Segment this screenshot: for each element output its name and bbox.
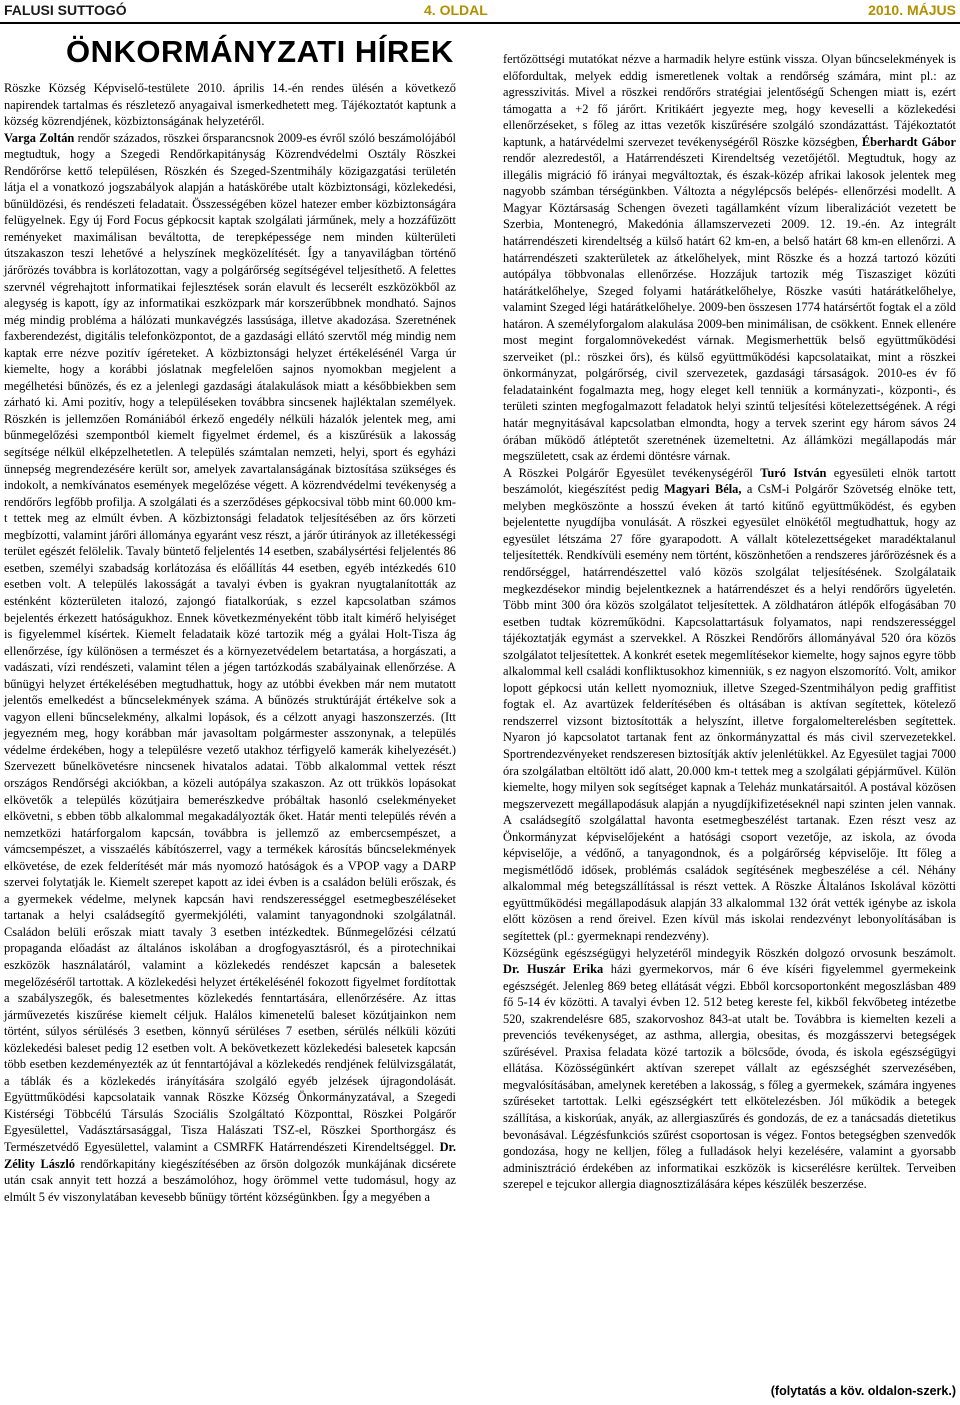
police-report-paragraph bbox=[4, 130, 456, 1206]
right-column bbox=[503, 51, 956, 1193]
intro-text: Röszke Község Képviselő-testülete 2010. április 14.-én rendes ülésén a következő napirendek tartalmas és részletező anyagaival ismerkedhetett meg. Tájékoztatót kaptunk a község közrendjének, közbiztonságának helyzetéről. bbox=[4, 81, 456, 129]
issue-date: 2010. MÁJUS bbox=[868, 2, 956, 18]
publication-name: FALUSI SUTTOGÓ bbox=[4, 2, 127, 18]
name-zelity: Dr. Zélity László bbox=[4, 1140, 456, 1171]
page-number: 4. OLDAL bbox=[424, 2, 488, 18]
section-title: ÖNKORMÁNYZATI HÍREK bbox=[66, 34, 454, 69]
name-magyari: Magyari Béla, bbox=[664, 482, 742, 497]
health-paragraph bbox=[503, 945, 956, 1193]
left-column bbox=[4, 80, 456, 1205]
header-rule bbox=[0, 22, 960, 24]
health-text-2: házi gyermekorvos, már 6 éve kíséri figyelemmel gyermekeink egészségét. Jelenleg 869 beteg ellátását végzi. Ebből korcsoportonként megoszlásban 489 fő 5-14 év közötti. A tavalyi évben 12. 512 beteg kereste fel, kikből fekvőbeteg intézetbe 520, szakrendelésre 685, szakorvoshoz 843-at utalt be. Továbbra is kiemelten kezeli a prevenciós tevékenységet, az asthma, allergia, obesitas, és mozgásszervi betegségek szűrésével. Praxisa feladata közé tartozik a bölcsőde, óvoda, és iskola egészségügyi ellátása. Közösségünkért aktívan szerepet vállalt az egészséghét szervezésében, megvalósításában, amelynek keretében a lakosság, s főleg a gyermekek, számára ingyenes szűréseket tartottak. Lelki egészségkért tett elkötelezésben. Jól működik a betegek szállítása, a kiskorúak, anyák, az allergiaszűrés és gondozás, de ez a tanácsadás dietetikus bevonásával. Légzésfunkciós szűrést csoportosan is végez. Fontos betegségben szenvedők gondozása, hogy ne kelljen, főleg a fulladások helyi kezelésére, valamint a gyorsabb adminisztráció érdekében az informatikai eszközök is kicserélésre kerültek. Terveiben szerepel e tejcukor allergia diagnosztizálására képes készülék beszerzése. bbox=[503, 962, 956, 1192]
continuation-note: (folytatás a köv. oldalon-szerk.) bbox=[770, 1384, 956, 1398]
police-report-text-2: rendőrkapitány kiegészítésében az őrsön dolgozók munkájának dicsérete után csak annyit tett hozzá a beszámolóhoz, hogy örömmel vette tudomásul, hogy az elmúlt 5 év viszonylatában kevesebb bűnügy történt községünkben. Így a megyében a bbox=[4, 1156, 456, 1204]
page-header bbox=[0, 0, 960, 22]
civil-guard-paragraph bbox=[503, 465, 956, 945]
name-eberhardt: Éberhardt Gábor bbox=[861, 134, 956, 149]
health-text-1: Községünk egészségügyi helyzetéről mindegyik Röszkén dolgozó orvosunk beszámolt. bbox=[503, 945, 956, 960]
name-turo: Turó István bbox=[760, 465, 827, 480]
border-text-1: fertőzöttségi mutatókat nézve a harmadik helyre estünk vissza. Olyan bűncselekmények is előfordultak, melyek eddig ismeretlenek voltak a rendőrség számára, mint pl.: az agresszivitás. Mivel a röszkei rendőrőrs stratégiai jelentőségű Schengen miatt is, ezért támogatta a +2 fő járőrt. Kritikáért jegyezte meg, hogy keveselli a közlekedési ellenőrzéseket, s főleg az ittas vezetők kiszűrésére szolgáló szondázattást. Tájékoztatót kaptunk, a határvédelmi szervezet tevékenységéről Röszke községben, bbox=[503, 52, 956, 149]
border-text-2: rendőr alezredestől, a Határrendészeti Kirendeltség vezetőjétől. Megtudtuk, hogy az illegális migráció fő irányai megváltoztak, és észak-közép afrikai lakosok jelentek meg nagyobb számban térségünkben. Változta a négylépcsős belépés- ellenőrzési modellt. A Magyar Köztársaság Schengen övezeti tagállamként vízum liberalizációt vezetett be Szerbia, Montenegró, Makedónia államszervezeti 2009. 12. 19.-én. Az integrált határrendészeti kirendeltség a külső határt 62 km-en, a belső határt 68 km-en ellenőrzi. A határrendészeti szakterületek az átkelőhelyek, mint Röszke és a hozzá tartozó közúti autópálya többvonalas ellenőrzése. Hozzájuk tartozik még Tiszasziget közúti határátkelőhelye, Szeged folyami határátkelőhelye, Röszke vasúti határátkelőhelye, valamint Szeged légi határátkelőhelye. 2009-ben összesen 1774 határsértőt fogtak el a zöld határon. A személyforgalom alakulása 2009-ben minimálisan, de csökkent. Ennek ellenére most megint forgalomnövekedést várnak. Megismerhettük belső együttműködési szerveiket (pl.: röszkei őrs), és külső együttműködési kapcsolataikat, mint a röszkei önkormányzat, polgárőrség, civil szervezetek, gazdasági társaságok. 2010-es év fő feladatainként fogalmazta meg, hogy eleget kell tenniük a kormányzati-, központi-, és területi szinten megfogalmazott feladatok helyi szintű teljesítési kötelezettségének. A régi határ megnyitásával kapcsolatban elmondta, hogy a tervek szerint egy három sávos 24 órában működő átléptetőt szeretnének üzemeltetni. Az állámközi megállapodás már megszületett, csak az érdemi döntésre várnak. bbox=[503, 151, 956, 464]
border-paragraph bbox=[503, 51, 956, 465]
name-huszar: Dr. Huszár Erika bbox=[503, 962, 604, 977]
intro-paragraph bbox=[4, 80, 456, 130]
police-report-text: rendőr százados, röszkei őrsparancsnok 2009-es évről szóló beszámolójából megtudtuk, hogy a Szegedi Rendőrkapitányság Közrendvédelmi Osztály Röszkei Rendőrőrse kettő településen, Röszkén és Szeged-Szentmihály közigazgatási területén látja el a vonatkozó jogszabályok alapján a hatáskörébe utalt közbiztonsági, közlekedési, bűnüldözési, és rendészeti feladatait. Összességében közel hatezer ember közbiztonságára felügyelnek. Egy új Ford Focus gépkocsit kaptak szolgálati járműnek, mely a hozzáfűzött reményeket maximálisan beváltotta, de terepképessége nem minden külterületi útszakaszon teszi lehetővé a helyszínek megközelítését. Így a tanyavilágban történő járőrözés továbbra is korlátozottan, vagy a polgárőrség segítségével teljesíthető. A felettes szervnél végrehajtott informatikai fejlesztések során elavult és lecserélt eszközökből az alegység is kapott, így az informatikai eszközpark már korszerűbbnek mondható. Sajnos még mindig probléma a hálózati munkavégzés lassúsága, illetve akadozása. Szeretnének faxberendezést, digitális telefonközpontot, de a gazdasági ellátó szervtől még mindig nem kaptak erre nézve pozitív ígéreteket. A közbiztonsági helyzet értékelésénél Varga úr kiemelte, hogy a korábbi jóslatnak megfelelően sajnos nyomokban megjelent a megélhetési bűnözés, és ez a jelenlegi gazdasági átalakulások miatt a későbbiekben sem zárható ki. Ami pozitív, hogy a településeken továbbra sincsenek hajléktalan személyek. Röszkén is jellemzően Romániából érkező engedély nélküli házalók jelentek meg, ami bűnmegelőzési szempontból kiemelt figyelmet érdemel, és a kiszűrésük a lakosság segítsége nélkül elképzelhetetlen. A település számtalan nemzeti, helyi, sport és egyházi ünnepség megrendezésére került sor, amelyek zavartalanságának biztosítása szükséges és indokolt, a nemkívánatos események megelőzése végett. A közrendvédelmi tevékenység a rendőrőrs legfőbb profilja. A szolgálati és a szerződéses gépkocsival több mint 60.000 km-t tettek meg az elmúlt évben. A közbiztonsági feladatok teljesítésében az őrs körzeti megbízotti, valamint járőri állománya egyaránt vesz részt, a járőr útirányok az illetékességi terület egészét felölelik. Tavaly büntető feljelentés 14 esetben, szabálysértési feljelentés 86 esetben, személyi szabadság korlátozása és előállítás 44 esetben, egyéb intézkedés 610 esetben volt. A település lakosságát a tavalyi évben is gyakran nyugtalanították az esténként közterületen italozó, zajongó fiatalkorúak, s ezzel kapcsolatban számos bejelentés érkezett hatóságukhoz. Ennek következményeként több italt kimérő helyiséget is figyelemmel kísértek. Kiemelt feladataik közé tartozik még a gyálai Holt-Tisza ág ellenőrzése, így különösen a természet és a környezetvédelem betartatása, a horgászati, a vadászati, vízi rendészeti, valamint télen a jégen tartózkodás szabályainak ellenőrzése. A bűnügyi helyzet értékelésében megtudhattuk, hogy az utóbbi években már nem mutatott jelentős emelkedést a bűncselekmények száma. A bűnözés struktúráját értékelve sok a vagyon elleni bűncselekmény, alkalmi lopások, és a célzott anyagi haszonszerzés. (Itt jegyezném meg, hogy korábban már javasoltam polgármester asszonynak, a település védelme érdekében, hogy a településre vezető utakhoz térfigyelő kamerák kihelyezését.) Szervezett bűnelkövetésre nincsenek hivatalos adatai. Több alkalommal vettek részt országos Rendőrségi akciókban, a közeli autópálya szakaszon. Az ott trükkös lopásokat elkövetők a település közútjaira bemerészkedve próbáltak hasonló cselekményeket elkövetni, s ebben több alkalommal megakadályozták őket. Határ menti település révén a nemzetközi határforgalom kapcsán, továbbra is jellemző az embercsempészet, a vámcsempészet, a visszaélés kábítószerrel, vagy a termékek károsítás bűncselekmények elkövetése, de ezek felderítését már más nyomozó hatóságok és a VPOP vagy a DARP szervei folytatják le. Kiemelt szerepet kapott az idei évben is a családon belüli erőszak, és a gyermekek védelme, melynek kapcsán havi rendszerességgel esetmegbeszéléseket tartanak a helyi családsegítő gyermekjóléti, valamint tanyagondnoki szolgálatnál. Családon belüli erőszak miatt tavaly 3 esetben intézkedtek. Bűnmegelőzési célzatú propaganda előadást az általános iskolában a drogfogyasztásról, és a pirotechnikai eszközök használatáról, valamint a közlekedés rendészet kapcsán a balesetek megelőzéséről tartottak. A közlekedési helyzet értékelésénél fokozott figyelmet fordítottak a szabályszegők, és balesetmentes közlekedés fenntartására, ellenőrzésére. Az ittas járművezetés kiszűrése kiemelt céljuk. Halálos kimenetelű baleset közútjainkon nem történt, súlyos sérülésés 3 esetben, könnyű sérüléses 7 esetben, sérülés nélküli közúti közlekedési baleset pedig 12 esetben volt. A bekövetkezett közlekedési balesetek kapcsán több esetben kezdeményezték az út fenntartójával a közlekedés rendjének felülvizsgálatát, a táblák és a közlekedés irányítására szolgáló egyéb jelzések újragondolását. Együttműködési kapcsolataik vannak Röszke Község Önkormányzatával, a Szegedi Kistérségi Többcélú Társulás Szociális Szolgáltató Központtal, Röszkei Polgárőr Egyesülettel, Vadásztársasággal, Tisza Halászati TSZ-el, Röszkei Sporthorgász és Természetvédő Egyesülettel, valamint a CSMRFK Határrendészeti Kirendeltséggel. bbox=[4, 130, 456, 1154]
civil-guard-text-3: a CsM-i Polgárőr Szövetség elnöke tett, melyben megköszönte a hosszú éveken át tartó kitűnő együttműködést, és egyben bejelentette nyugdíjba vonulását. A röszkei egyesület elnökétől megtudhattuk, hogy az egyesület létszáma 27 főre gyarapodott. A vállalt kötelezettségeket maradéktalanul teljesítették. Rendkívüli esemény nem történt, köszönhetően a rendszeres járőrözésnek és a rendőrséggel, határrendészettel való közös szolgálat teljesítésének. Szolgálataik megkezdésekor mindig bejelentkeznek a határrendészet és a helyi rendőrőrs ügyeletén. Több mint 300 óra közös szolgálatot teljesítettek. A zöldhatáron átlépők elfogásában 70 esetben tudtak közreműködni. Kapcsolattartásuk folyamatos, napi rendszerességgel tájékoztatják egymást a szervekkel. A Röszkei Rendőrőrs állományával 520 óra közös szolgálatot teljesítettek. A konkrét esetek megemlítésekor kiemelte, hogy sajnos egyre több alkalommal kell családi konfliktusokhoz kimenniük, s ez nagyon elszomorító. Volt, amikor lopott gépkocsi után kellett nyomozniuk, illetve Szeged-Szentmihályon pedig graffitist fogtak el. Az avartüzek felderítésében és oltásában is aktívan segítettek, kötelező rendszerrel vizsont biztosították a helyszínt, illetve forgalomelterelésben segítettek. Nyaron jó kapcsolatot tartanak fent az önkormányzattal és más civil szervezetekkel. Sportrendezvényeket rendszeresen biztosítják aktív jelenlétükkel. Az Egyesület tagjai 7000 óra szolgálatban eltöltött idő alatt, 20.000 km-t tettek meg a szolgálati gépjárművel. Külön kiemelte, hogy milyen sok segítséget kapnak a Teleház munkatársaitól. A postával közösen megszervezett megállapodásuk alapján a nyugdíjkifizetéseknél napi szinten jelen vannak. A családsegítő szolgálattal havonta esetmegbeszélést tartanak. Ezen részt vesz az Önkormányzat képviselőjeként a hatósági csoport vezetője, az iskola, az óvoda képviselője, a védőnő, a tanyagondnok, és a polgárőrség képviselője. Itt főleg a megismétlődő idősek, problémás családok segítésének megbeszélése a cél. Néhány alkalommal még betegszállítással is részt vettek. A Röszke Általános Iskolával közötti együttműködési megállapodásuk alapján 33 alkalommal 132 órát vették igénybe az iskola előtt közösen a rend őreivel. Ezen kívül más iskolai rendezvényt lebonyolításában is segítettek (pl.: gyermeknapi rendezvény). bbox=[503, 482, 957, 943]
civil-guard-text-2: egyesületi elnök tartott beszámolót, kiegészítést pedig bbox=[503, 465, 956, 497]
name-varga: Varga Zoltán bbox=[4, 130, 75, 145]
civil-guard-text-1: A Röszkei Polgárőr Egyesület tevékenységéről bbox=[503, 465, 761, 480]
